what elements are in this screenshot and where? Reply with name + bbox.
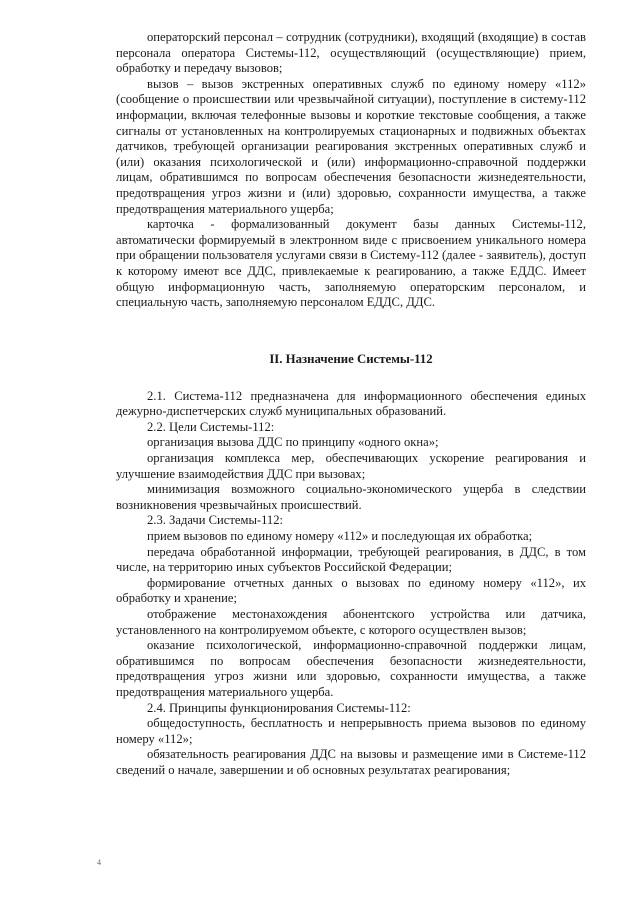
paragraph-2-4-heading: 2.4. Принципы функционирования Системы-112: bbox=[147, 700, 411, 715]
paragraph-2-1: 2.1. Система-112 предназначена для информационного обеспечения единых дежурно-диспетчерских служб муниципальных образований. bbox=[116, 388, 586, 419]
paragraph-2-3-heading: 2.3. Задачи Системы-112: bbox=[147, 513, 284, 528]
task-item: формирование отчетных данных о вызовах по единому номеру «112», их обработку и хранение; bbox=[116, 575, 586, 606]
task-item: отображение местонахождения абонентского устройства или датчика, установленного на контролируемом объекте, с которого осуществлен вызов; bbox=[116, 607, 586, 637]
task-item: оказание психологической, информационно-справочной поддержки лицам, обратившимся по вопросам обеспечения безопасности жизнедеятельности, предотвращения угроз жизни или здоровью, сохранности имущества, а также предотвращения материального ущерба. bbox=[116, 638, 586, 699]
document-body bbox=[116, 30, 586, 779]
task-item: прием вызовов по единому номеру «112» и последующая их обработка; bbox=[147, 529, 533, 544]
principle-item: общедоступность, бесплатность и непрерывность приема вызовов по единому номеру «112»; bbox=[116, 716, 586, 746]
definition-call: вызов – вызов экстренных оперативных служб по единому номеру «112» (сообщение о происшествии или чрезвычайной ситуации), поступление в систему-112 информации, включая телефонные вызовы и короткие текстовые сообщения, а также сигналы от установленных на контролируемых стационарных и подвижных объектах датчиков, требующей организации реагирования экстренных оперативных служб и (или) оказания психологической и (или) информационно-справочной поддержки лицам, обратившимся по вопросам обеспечения безопасности жизнедеятельности, предотвращения угроз жизни и (или) здоровью, сохранности имущества, а также предотвращения материального ущерба; bbox=[116, 76, 586, 216]
goal-item: организация комплекса мер, обеспечивающих ускорение реагирования и улучшение взаимодействия ДДС при вызовах; bbox=[116, 451, 586, 481]
section-title: II. Назначение Системы-112 bbox=[269, 351, 433, 366]
principle-item: обязательность реагирования ДДС на вызовы и размещение ими в Системе-112 сведений о начале, завершении и об основных результатах реагирования; bbox=[116, 747, 586, 777]
footer-mark: 4 bbox=[97, 858, 101, 867]
task-item: передача обработанной информации, требующей реагирования, в ДДС, в том числе, на территорию иных субъектов Российской Федерации; bbox=[116, 544, 586, 575]
definition-card: карточка - формализованный документ базы данных Системы-112, автоматически формируемый в электронном виде с присвоением уникального номера при обращении пользователя услугами связи в Систему-112 (далее - заявитель), доступ к которому имеют все ДДС, привлекаемые к реагированию, а также ЕДДС. Имеет общую информационную часть, заполняемую операторским персоналом, и специальную часть, заполняемую персоналом ЕДДС, ДДС. bbox=[116, 217, 586, 310]
goal-item: организация вызова ДДС по принципу «одного окна»; bbox=[147, 435, 439, 450]
goal-item: минимизация возможного социально-экономического ущерба в следствии возникновения чрезвычайных происшествий. bbox=[116, 482, 586, 512]
paragraph-2-2-heading: 2.2. Цели Системы-112: bbox=[147, 419, 275, 434]
definition-operator-personnel: операторский персонал – сотрудник (сотрудники), входящий (входящие) в состав персонала оператора Системы-112, осуществляющий (осуществляющие) прием, обработку и передачу вызовов; bbox=[116, 30, 586, 76]
